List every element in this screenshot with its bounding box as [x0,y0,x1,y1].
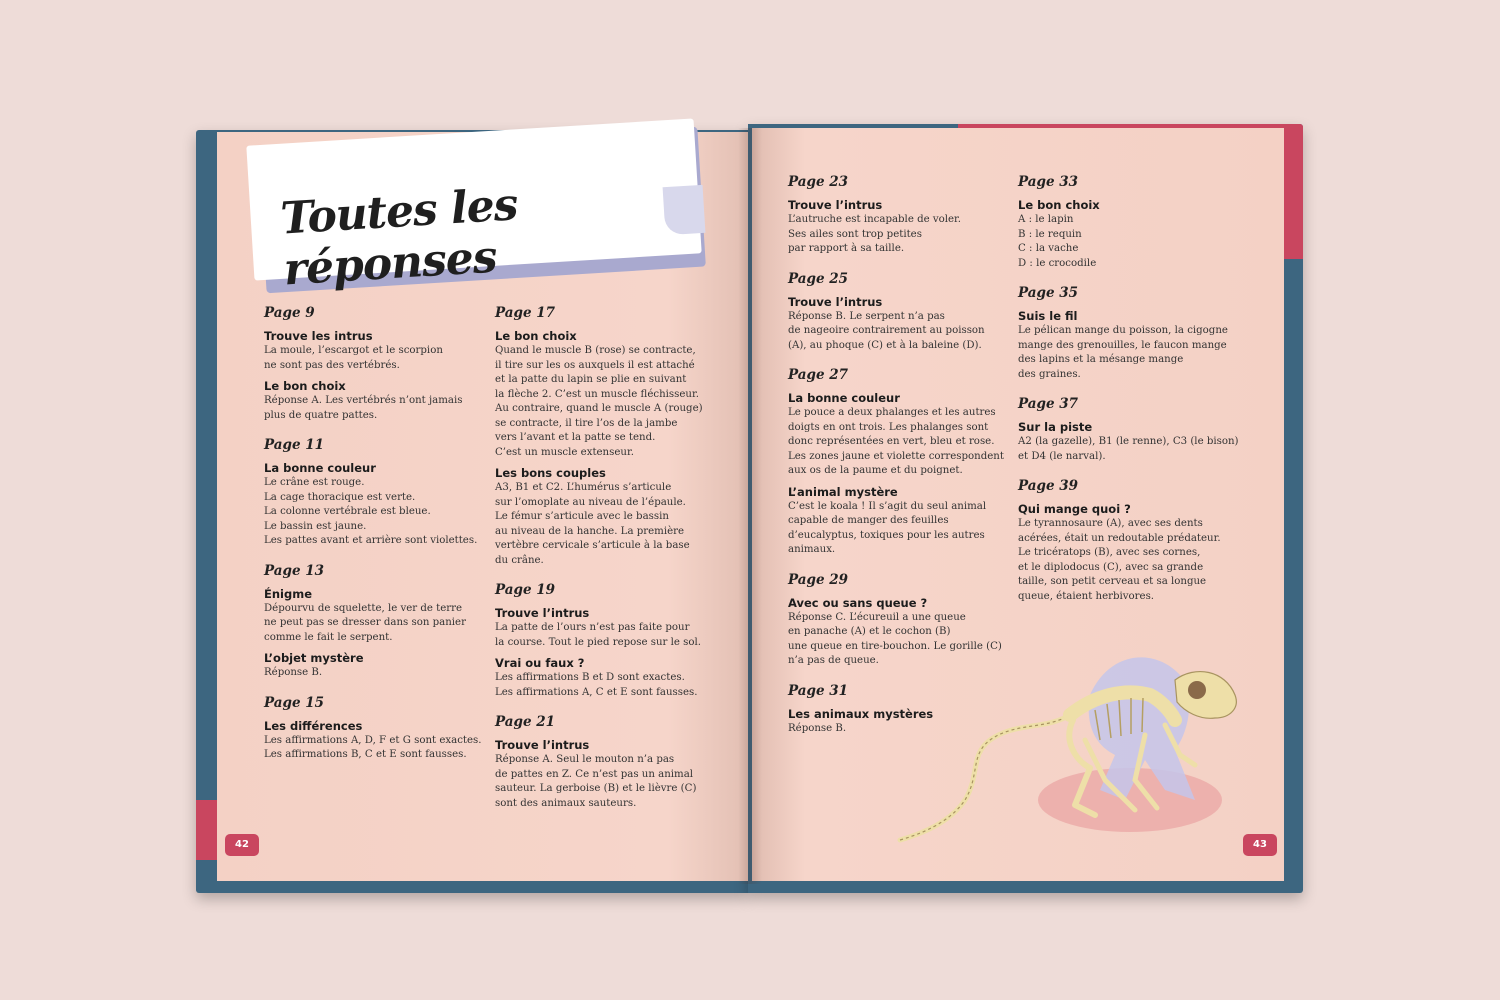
answer-text: Réponse C. L’écureuil a une queue en panache (A) et le cochon (B) une queue en tire-bouchon. Le gorille (C) n’a pas de queue. [788,611,1002,666]
section-page-heading: Page 37 [1018,396,1079,412]
answer-heading: Trouve l’intrus [495,738,590,752]
answer-text: Le crâne est rouge. La cage thoracique est verte. La colonne vertébrale est bleue. Le bassin est jaune. Les pattes avant et arrière sont violettes. [264,477,478,546]
answer-block [264,719,494,763]
answer-block [264,379,494,423]
answer-text: C’est le koala ! Il s’agit du seul animal capable de manger des feuilles d’eucalyptus, toxiques pour les autres animaux. [788,500,987,555]
answer-text: A : le lapin B : le requin C : la vache D : le crocodile [1018,214,1097,269]
section-page-heading: Page 17 [495,305,556,321]
answer-heading: Vrai ou faux ? [495,656,585,670]
answer-text: Réponse A. Seul le mouton n’a pas de pattes en Z. Ce n’est pas un animal sauteur. La gerboise (B) et le lièvre (C) sont des animaux sauteurs. [495,754,697,809]
answer-text: Le tyrannosaure (A), avec ses dents acérées, était un redoutable prédateur. Le tricératops (B), avec ses cornes, et le diplodocus (C), avec sa grande taille, son petit cerveau et sa longue queue, étaient herbivores. [1018,518,1221,602]
answer-block [788,485,1018,558]
answer-block [495,466,725,568]
answer-heading: Suis le fil [1018,309,1078,323]
answer-heading: Les différences [264,718,363,733]
answer-section [264,695,494,763]
answer-text: Les affirmations A, D, F et G sont exactes. Les affirmations B, C et E sont fausses. [264,734,482,760]
answers-column-1 [264,305,494,777]
answer-text: Le pélican mange du poisson, la cigogne mange des grenouilles, le faucon mange des lapins et la mésange mange des graines. [1018,325,1228,380]
answer-text: Quand le muscle B (rose) se contracte, il tire sur les os auxquels il est attaché et la patte du lapin se plie en suivant la flèche 2. C’est un muscle fléchisseur. Au contraire, quand le muscle A (rouge) se contracte, il tire l’os de la jambe vers l’avant et la patte se tend. C’est un muscle extenseur. [495,345,703,458]
section-page-heading: Page 19 [495,582,556,598]
section-page-heading: Page 39 [1018,478,1079,494]
section-page-heading: Page 31 [788,682,849,699]
answer-section [495,714,725,811]
answer-block [788,198,1018,257]
answer-section [1018,174,1248,271]
answer-text: A3, B1 et C2. L’humérus s’articule sur l’omoplate au niveau de l’épaule. Le fémur s’articule avec le bassin au niveau de la hanche. La première vertèbre cervicale s’articule à la base du crâne. [495,482,690,566]
answer-block [495,329,725,460]
answer-text: L’autruche est incapable de voler. Ses ailes sont trop petites par rapport à sa taille. [788,214,962,254]
answer-block [495,738,725,811]
answer-section [264,437,494,549]
answer-text: Réponse B. Le serpent n’a pas de nageoire contrairement au poisson (A), au phoque (C) et à la baleine (D). [788,310,985,351]
answers-column-2 [495,305,725,825]
answer-section [495,582,725,700]
page-number-right: 43 [1243,834,1277,856]
section-page-heading: Page 35 [1018,285,1079,301]
answer-text: Les affirmations B et D sont exactes. Les affirmations A, C et E sont fausses. [495,672,698,698]
answer-heading: Énigme [264,586,312,601]
rat-skeleton-illustration [895,640,1255,855]
answer-heading: Les bons couples [495,466,606,480]
section-page-heading: Page 23 [788,174,849,190]
answer-heading: Trouve l’intrus [788,198,883,212]
answer-section [788,367,1018,558]
section-page-heading: Page 15 [264,694,325,711]
answer-section [264,305,494,423]
answer-heading: Trouve l’intrus [495,606,590,620]
answer-section [788,271,1018,354]
page-number-left: 42 [225,834,259,856]
answer-section [1018,396,1248,464]
answer-block [264,587,494,646]
answer-heading: Trouve les intrus [264,329,373,343]
answer-block [264,461,494,549]
section-page-heading: Page 25 [788,270,849,287]
answer-section [1018,478,1248,604]
answer-heading: Le bon choix [495,329,577,343]
section-page-heading: Page 9 [264,305,315,321]
answer-heading: La bonne couleur [264,461,376,475]
answer-heading: Sur la piste [1018,420,1093,434]
answer-block [495,656,725,700]
answer-heading: Le bon choix [1018,198,1100,212]
answer-section [1018,285,1248,382]
answer-block [788,391,1018,479]
answer-heading: Qui mange quoi ? [1018,502,1131,516]
answer-section [495,305,725,568]
answer-text: Le pouce a deux phalanges et les autres doigts en ont trois. Les phalanges sont donc représentées en vert, bleu et rose. Les zones jaune et violette correspondent aux os de la paume et du poignet. [788,407,1004,476]
answer-heading: L’animal mystère [788,484,898,499]
answer-block [264,329,494,373]
answer-text: A2 (la gazelle), B1 (le renne), C3 (le bison) et D4 (le narval). [1018,436,1239,462]
answers-column-4 [1018,174,1248,618]
answer-section [264,563,494,681]
section-page-heading: Page 27 [788,367,849,383]
answer-block [264,651,494,681]
answer-block [1018,502,1248,604]
answer-heading: Le bon choix [264,379,346,393]
section-page-heading: Page 33 [1018,174,1079,190]
answer-text: La moule, l’escargot et le scorpion ne sont pas des vertébrés. [264,345,443,371]
answer-heading: Trouve l’intrus [788,294,883,309]
answer-heading: La bonne couleur [788,391,900,405]
answer-text: Réponse B. [264,667,323,678]
title-note-curl [663,185,706,235]
answer-text: Réponse A. Les vertébrés n’ont jamais plus de quatre pattes. [264,395,463,421]
answer-section [788,174,1018,257]
section-page-heading: Page 21 [495,714,556,730]
answer-text: Dépourvu de squelette, le ver de terre ne peut pas se dresser dans son panier comme le fait le serpent. [264,602,466,643]
section-page-heading: Page 11 [264,437,325,453]
answer-block [788,295,1018,354]
page-title: Toutes les réponses [279,179,519,296]
section-page-heading: Page 13 [264,562,325,579]
answer-block [495,606,725,650]
answer-text: La patte de l’ours n’est pas faite pour la course. Tout le pied repose sur le sol. [495,622,702,648]
section-page-heading: Page 29 [788,571,849,588]
answer-text: Réponse B. [788,722,847,734]
book-gutter [738,128,762,884]
answer-heading: L’objet mystère [264,651,364,665]
answer-block [1018,420,1248,464]
answer-block [1018,309,1248,382]
answer-heading: Avec ou sans queue ? [788,595,928,610]
answer-heading: Les animaux mystères [788,706,934,721]
answer-block [1018,198,1248,271]
